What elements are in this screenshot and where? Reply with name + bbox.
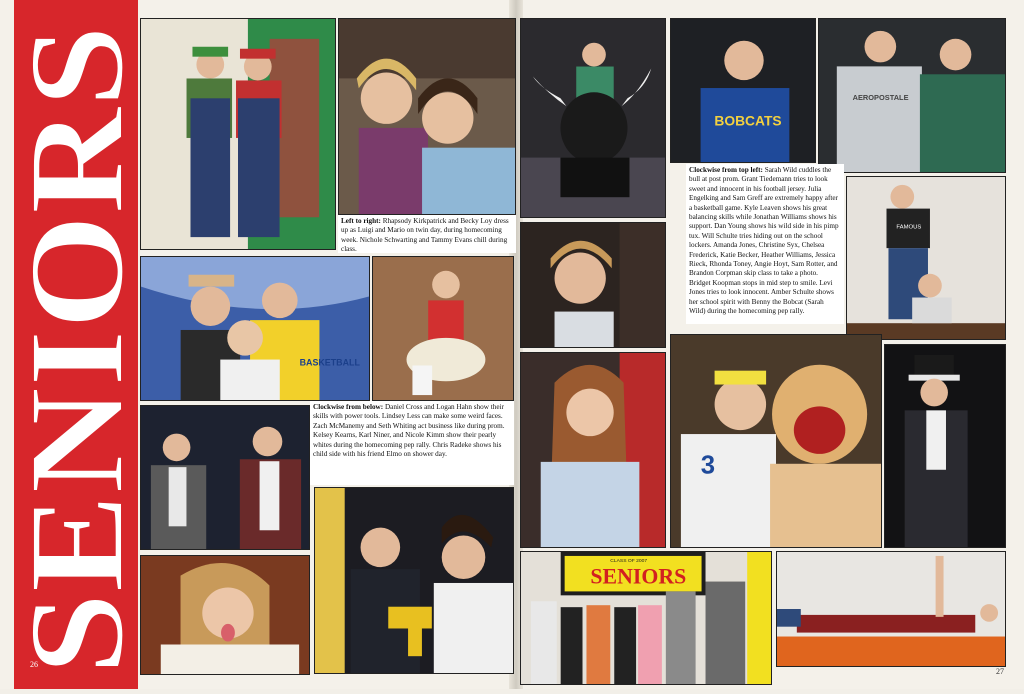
photo-lockers <box>776 551 1006 667</box>
page-number-right: 27 <box>996 667 1004 676</box>
photo-group-mural <box>520 551 772 685</box>
photo-basketball-pair <box>818 18 1006 173</box>
seniors-title: SENIORS <box>14 77 138 675</box>
caption-left-top-body: Rhapsody Kirkpatrick and Becky Loy dress up as Luigi and Mario on twin day, during homecoming week. Nichole Schwarting and Tammy Evans chill during class. <box>341 217 509 254</box>
caption-left-middle-lead: Clockwise from below: <box>313 403 384 411</box>
photo-power-tools <box>314 487 514 674</box>
mural-subtext: CLASS OF 2007 <box>610 558 648 564</box>
photo-bull-ride <box>520 18 666 218</box>
page-number-left: 26 <box>30 660 38 669</box>
jersey-text: BOBCATS <box>714 113 782 129</box>
photo-elmo-student <box>372 256 514 401</box>
photo-pimp-tux <box>884 344 1006 548</box>
jersey-number: 3 <box>700 451 716 480</box>
caption-right-top-body: Sarah Wild cuddles the bull at post prom. Grant Tiedemann tries to look sweet and innocent in his football jersey. Julia Engelking and Sam Greff are extremely happy after a basketball game. Kyle Leaven shows his great balancing skills while Jonathan Williams shows his support. Dan Young shows his wild side in his pimp tux. Will Schulte tries hiding out on the school lockers. Amanda Jones, Christine Syx, Chelsea Frederick, Katie Becker, Heather Williams, Jessica Rieck, Rhonda Toney, Angie Hoyt, Sam Rotter, and Brandon Corpman skip class to take a photo. Bridget Koopman stops in mid step to smile. Levi Jones tries to look innocent. Amber Schulte shows her school spirit with Benny the Bobcat (Sarah Wild) during the homecoming pep rally. <box>689 166 839 316</box>
photo-luigi-mario <box>140 18 336 250</box>
caption-left-middle <box>310 401 514 485</box>
photo-three-students <box>140 256 370 401</box>
caption-right-top-lead: Clockwise from top left: <box>689 166 763 174</box>
photo-balancing <box>846 176 1006 340</box>
famous-shirt-text: FAMOUS <box>896 224 922 231</box>
photo-smiling-redhead <box>520 352 666 548</box>
caption-left-top <box>338 215 516 253</box>
photo-jersey-guy <box>670 18 816 163</box>
seniors-title-graphic <box>14 0 138 689</box>
caption-left-middle-body: Daniel Cross and Logan Hahn show their skills with power tools. Lindsey Less can make some weird faces. Zach McManemy and Seth Whiting act business like during prom. Kelsey Kearns, Karl Niner, and Nicole Kimm show their pearly whites during the homecoming pep rally. Chris Radeke shows his child side with his friend Elmo on shower day. <box>313 403 505 459</box>
photo-tiger-mascot <box>670 334 882 548</box>
photo-tongue-girl <box>140 555 310 675</box>
mural-text: SENIORS <box>590 564 687 589</box>
basketball-shirt-text: BASKETBALL <box>299 357 360 368</box>
seniors-banner <box>14 0 138 689</box>
photo-prom-boys <box>140 405 310 550</box>
caption-right-top <box>686 164 844 324</box>
caption-left-top-lead: Left to right: <box>341 217 381 225</box>
aero-shirt-text: AEROPOSTALE <box>852 92 909 102</box>
photo-blond-boy <box>520 222 666 348</box>
photo-two-girls <box>338 18 516 215</box>
